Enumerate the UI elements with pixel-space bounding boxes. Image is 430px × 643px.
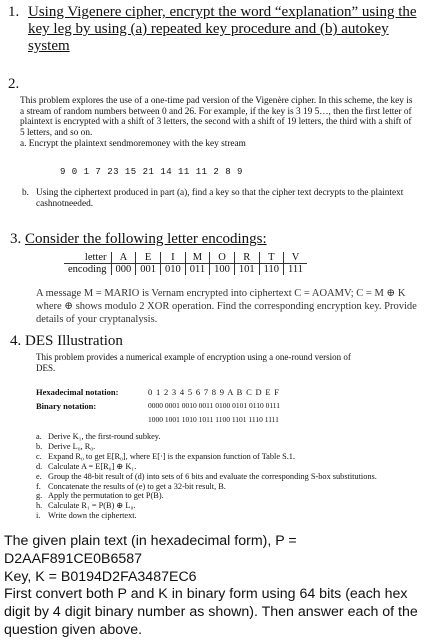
step-text: Derive K₁, the first-round subkey.	[48, 432, 161, 441]
question-4-heading	[10, 333, 123, 350]
table-row	[64, 264, 307, 276]
list-item	[36, 432, 416, 442]
step-text: Calculate R₁ = P(B) ⊕ L₀.	[48, 501, 136, 511]
question-3-title: Consider the following letter encodings:	[25, 231, 267, 247]
table-cell: 111	[284, 264, 307, 276]
step-text: Concatenate the results of (e) to get a 32-bit result, B.	[48, 481, 226, 491]
question-3-heading	[10, 231, 267, 248]
table-cell: 000	[111, 264, 136, 276]
step-label: i.	[36, 511, 41, 521]
hex-notation-value: 0 1 2 3 4 5 6 7 8 9 A B C D E F	[148, 387, 280, 397]
binary-notation-row-2: 1000 1001 1010 1011 1100 1101 1110 1111	[148, 415, 279, 424]
question-3-paragraph: A message M = MARIO is Vernam encrypted into ciphertext C = AOAMV; C = M ⊕ K where ⊕ shows modulo 2 XOR operation. Find the corresponding encryption key. Provide details of your cryptanalysis.	[36, 288, 417, 325]
hex-notation-label: Hexadecimal notation:	[36, 387, 119, 397]
step-text: Expand R₀ to get E[R₀], where E[·] is the expansion function of Table S.1.	[48, 451, 295, 461]
plaintext-line: The given plain text (in hexadecimal form), P = D2AAF891CE0B6587	[4, 533, 297, 567]
table-cell: R	[234, 252, 259, 264]
table-cell: 001	[136, 264, 161, 276]
question-2-paragraph: This problem explores the use of a one-time pad version of the Vigenère cipher. In this scheme, the key is a stream of random numbers between 0 and 26. For example, if the key is 3 19 5…, then the first letter of plaintext is encrypted with a shift of 3 letters, the second with a shift of 19 letters, the third with a shift of 5 letters, and so on.	[20, 96, 413, 138]
step-label: b.	[36, 441, 43, 451]
list-item	[36, 442, 416, 452]
step-text: Write down the ciphertext.	[48, 511, 137, 521]
step-text: Derive L₀, R₀.	[48, 441, 96, 451]
table-cell: A	[111, 252, 136, 264]
des-steps-list	[36, 432, 416, 521]
question-2-part-b	[22, 188, 416, 209]
list-item	[36, 501, 416, 511]
table-cell: 010	[161, 264, 186, 276]
question-4-intro: This problem provides a numerical example of encryption using a one-round version of DES.	[36, 352, 351, 373]
table-header-row	[64, 252, 307, 264]
step-label: d.	[36, 461, 43, 471]
table-cell: O	[210, 252, 235, 264]
binary-notation-row-1: 0000 0001 0010 0011 0100 0101 0110 0111	[148, 401, 281, 410]
question-1-number: 1.	[8, 4, 20, 20]
step-label: f.	[36, 481, 41, 491]
question-2-body	[20, 96, 418, 150]
question-3-number: 3.	[10, 231, 22, 247]
table-cell: encoding	[68, 264, 107, 275]
step-label: c.	[36, 451, 42, 461]
table-cell: 101	[234, 264, 259, 276]
step-label: g.	[36, 491, 43, 501]
letter-encoding-table	[64, 252, 307, 275]
step-text: Apply the permutation to get P(B).	[48, 491, 164, 501]
table-cell: 110	[259, 264, 283, 276]
list-item	[36, 482, 416, 492]
table-cell: T	[259, 252, 283, 264]
question-4-title: DES Illustration	[25, 333, 123, 349]
table-cell: 011	[185, 264, 209, 276]
key-line: Key, K = B0194D2FA3487EC6	[4, 568, 197, 585]
question-1-text: Using Vigenere cipher, encrypt the word “explanation” using the key leg by using (a) repeated key procedure and (b) autokey system	[28, 4, 417, 54]
list-item	[36, 491, 416, 501]
binary-notation-label: Binary notation:	[36, 401, 97, 411]
step-text: Group the 48-bit result of (d) into sets of 6 bits and evaluate the corresponding S-box substitutions.	[48, 471, 377, 481]
step-label: a.	[36, 432, 42, 441]
table-cell: E	[136, 252, 161, 264]
question-2-number: 2.	[8, 76, 20, 92]
table-cell: letter	[64, 252, 111, 264]
list-item	[36, 452, 416, 462]
table-cell: 100	[210, 264, 235, 276]
table-cell: V	[284, 252, 307, 264]
step-label: h.	[36, 501, 43, 511]
question-4-number: 4.	[10, 333, 22, 349]
table-cell: M	[185, 252, 209, 264]
question-2-part-a: a. Encrypt the plaintext sendmoremoney with the key stream	[20, 139, 246, 150]
part-b-text: Using the ciphertext produced in part (a), find a key so that the cipher text decrypts to the plaintext cashnotneeded.	[36, 188, 404, 209]
given-values-instructions	[4, 533, 428, 640]
instruction-line: First convert both P and K in binary form using 64 bits (each hex digit by 4 digit binary number as shown). Then answer each of the question given above.	[4, 586, 418, 638]
key-stream: 9 0 1 7 23 15 21 14 11 11 2 8 9	[60, 167, 243, 177]
step-label: e.	[36, 471, 42, 481]
part-b-label: b.	[22, 188, 29, 198]
list-item	[36, 462, 416, 472]
list-item	[36, 472, 416, 482]
step-text: Calculate A = E[R₀] ⊕ K₁.	[48, 461, 137, 471]
table-cell: I	[161, 252, 186, 264]
list-item	[36, 511, 416, 521]
